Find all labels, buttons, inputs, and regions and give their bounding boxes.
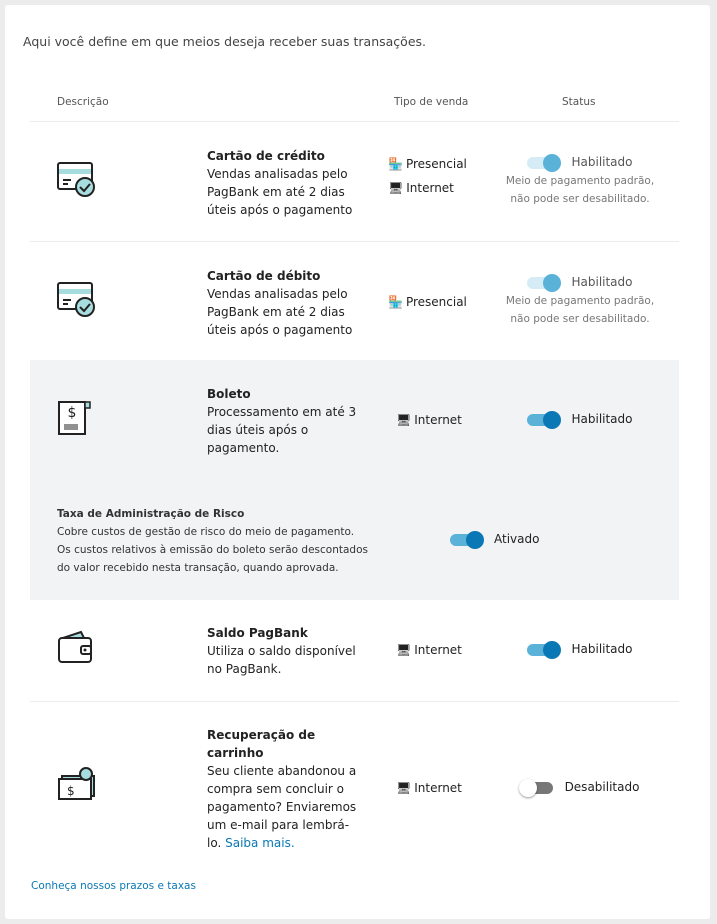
status-toggle[interactable] <box>527 644 559 656</box>
risk-title: Taxa de Administração de Risco <box>57 508 245 520</box>
status-toggle[interactable] <box>521 782 553 794</box>
card-check-icon <box>57 282 97 318</box>
risk-toggle[interactable] <box>450 534 482 546</box>
risk-text: do valor recebido nesta transação, quando aprovada. <box>57 562 339 574</box>
type-label: Internet <box>414 781 462 795</box>
payment-methods-table <box>30 121 679 855</box>
method-title: Cartão de débito <box>207 269 321 283</box>
status-label: Desabilitado <box>564 780 640 794</box>
status-label: Habilitado <box>571 155 633 169</box>
method-title: Recuperação de carrinho <box>207 728 316 760</box>
header-type: Tipo de venda <box>394 96 469 108</box>
risk-text: Os custos relativos à emissão do boleto serão descontados <box>57 544 368 556</box>
risk-text: Cobre custos de gestão de risco do meio de pagamento. <box>57 526 355 538</box>
store-icon: 🏪 <box>388 157 403 171</box>
boleto-icon <box>57 400 93 436</box>
header-status: Status <box>562 96 596 108</box>
intro-text: Aqui você define em que meios deseja receber suas transações. <box>23 34 426 49</box>
status-toggle[interactable] <box>527 414 559 426</box>
store-icon: 🏪 <box>388 295 403 309</box>
wallet-icon <box>57 630 95 664</box>
learn-more-link[interactable]: Saiba mais. <box>225 836 295 850</box>
status-toggle[interactable] <box>527 277 559 289</box>
type-label: Internet <box>414 643 462 657</box>
card-check-icon <box>57 162 97 198</box>
status-label: Habilitado <box>571 642 633 656</box>
method-title: Saldo PagBank <box>207 626 308 640</box>
table-row-boleto <box>30 360 679 600</box>
status-label: Habilitado <box>571 275 633 289</box>
monitor-icon: 🖥 <box>388 181 404 195</box>
fees-link[interactable]: Conheça nossos prazos e taxas <box>31 880 196 892</box>
method-title: Cartão de crédito <box>207 149 325 163</box>
svg-text:$: $ <box>67 784 75 798</box>
method-description: Vendas analisadas pelo PagBank em até 2 dias úteis após o pagamento <box>207 287 353 337</box>
header-description: Descrição <box>57 96 109 108</box>
table-row-credit-card <box>30 121 679 241</box>
table-row-cart-recovery <box>30 701 679 855</box>
table-row-debit-card <box>30 241 679 360</box>
method-description: Utiliza o saldo disponível no PagBank. <box>207 644 356 676</box>
monitor-icon: 🖥 <box>396 413 412 427</box>
type-label: Presencial <box>405 157 467 171</box>
type-label: Internet <box>406 181 454 195</box>
risk-status-label: Ativado <box>494 532 540 546</box>
method-title: Boleto <box>207 387 251 401</box>
risk-fee-section <box>57 505 368 577</box>
monitor-icon: 🖥 <box>396 781 412 795</box>
status-note: Meio de pagamento padrão, não pode ser desabilitado. <box>505 175 655 205</box>
type-label: Internet <box>414 413 462 427</box>
table-row-saldo <box>30 600 679 701</box>
monitor-icon: 🖥 <box>396 643 412 657</box>
status-note: Meio de pagamento padrão, não pode ser desabilitado. <box>505 295 655 325</box>
type-label: Presencial <box>405 295 467 309</box>
payment-methods-card <box>5 5 710 919</box>
svg-text:$: $ <box>67 405 77 421</box>
method-description: Seu cliente abandonou a compra sem concluir o pagamento? Enviaremos um e-mail para lembrá-lo. <box>207 764 357 850</box>
money-icon <box>57 766 97 800</box>
status-label: Habilitado <box>571 412 633 426</box>
method-description: Vendas analisadas pelo PagBank em até 2 dias úteis após o pagamento <box>207 167 353 217</box>
method-description: Processamento em até 3 dias úteis após o pagamento. <box>207 405 357 455</box>
status-toggle[interactable] <box>527 157 559 169</box>
